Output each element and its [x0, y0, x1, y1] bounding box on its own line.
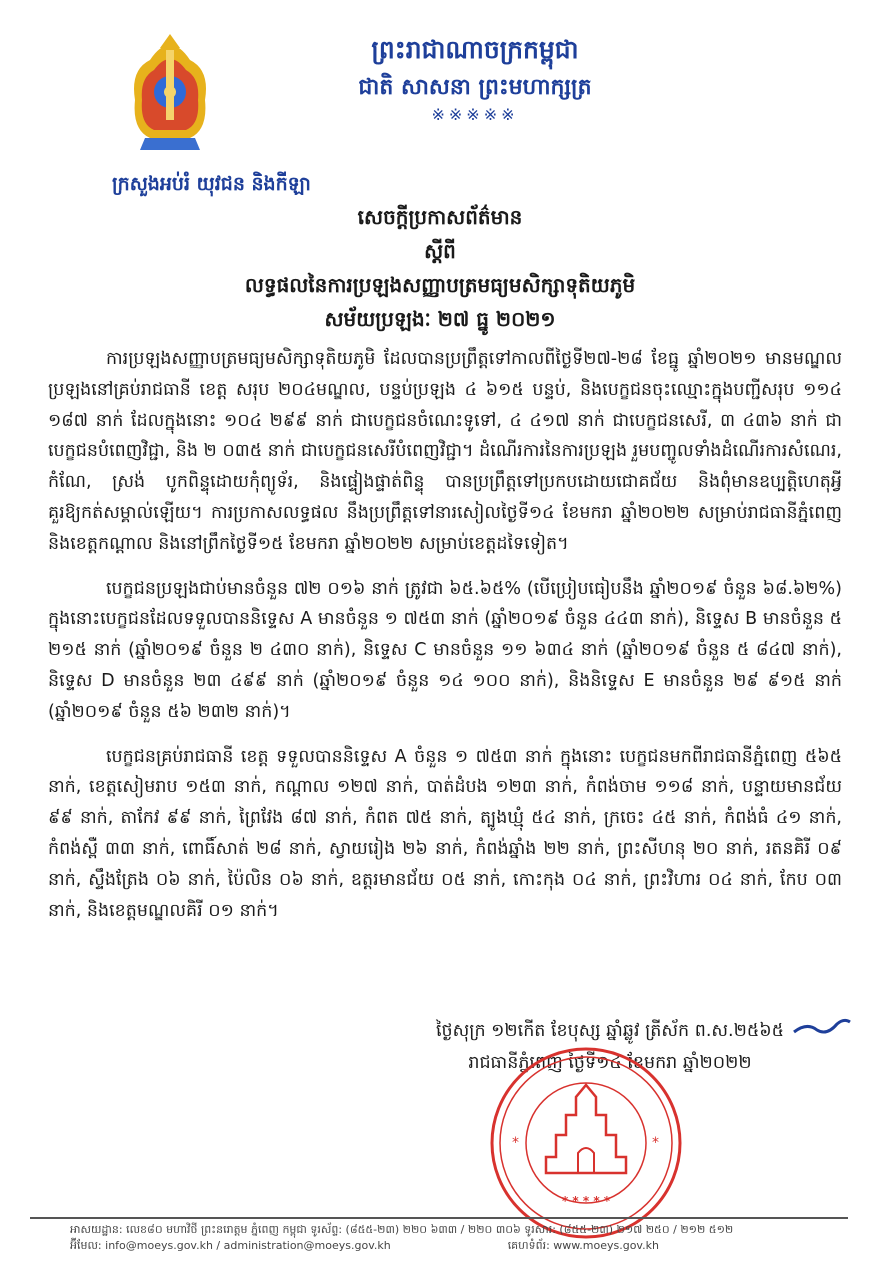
footer-website-link[interactable]: www.moeys.gov.kh [553, 1239, 659, 1252]
paragraph-exam-overview: ការប្រឡងសញ្ញាបត្រមធ្យមសិក្សាទុតិយភូមិ ដែលបានប្រព្រឹត្តទៅកាលពីថ្ងៃទី២៧-២៨ ខែធ្នូ ឆ្នាំ២០២១ មានមណ្ឌលប្រឡងនៅគ្រប់រាជធានី ខេត្ត សរុប ២០៤មណ្ឌល, បន្ទប់ប្រឡង ៤ ៦១៥ បន្ទប់, និងបេក្ខជនចុះឈ្មោះក្នុងបញ្ជីសរុប ១១៤ ១៨៧ នាក់ ដែលក្នុងនោះ ១០៤ ២៩៩ នាក់ ជាបេក្ខជនចំណេះទូទៅ, ៤ ៤១៧ នាក់ ជាបេក្ខជនសេរី, ៣ ៤៣៦ នាក់ ជាបេក្ខជនបំពេញវិជ្ជា, និង ២ ០៣៥ នាក់ ជាបេក្ខជនសេរីបំពេញវិជ្ជា។ ដំណើរការនៃការប្រឡង រួមបញ្ចូលទាំងដំណើរការសំណេរ, កំណែ, ស្រង់ បូកពិន្ទុដោយកុំព្យូទ័រ, និងផ្ទៀងផ្ទាត់ពិន្ទុ បានប្រព្រឹត្តទៅប្រកបដោយជោគជ័យ និងពុំមានឧប្បត្តិហេតុអ្វីគួរឱ្យកត់សម្គាល់ឡើយ។ ការប្រកាសលទ្ធផល នឹងប្រព្រឹត្តទៅនារសៀលថ្ងៃទី១៤ ខែមករា ឆ្នាំ២០២២ សម្រាប់រាជធានីភ្នំពេញ និងខេត្តកណ្តាល និងនៅព្រឹកថ្ងៃទី១៥ ខែមករា ឆ្នាំ២០២២ សម្រាប់ខេត្តដទៃទៀត។ [48, 349, 842, 554]
svg-text:*: * [512, 1135, 519, 1151]
official-seal-icon [488, 1045, 684, 1241]
footer-emails[interactable]: info@moeys.gov.kh / administration@moeys.gov.kh [105, 1239, 391, 1252]
paragraph-pass-results: បេក្ខជនប្រឡងជាប់មានចំនួន ៧២ ០១៦ នាក់ ត្រូវជា ៦៥.៦៥% (បើប្រៀបធៀបនឹង ឆ្នាំ២០១៩ ចំនួន ៦៨.៦២%) ក្នុងនោះបេក្ខជនដែលទទួលបាននិទ្ទេស A មានចំនួន ១ ៧៥៣ នាក់ (ឆ្នាំ២០១៩ ចំនួន ៤៤៣ នាក់), និទ្ទេស B មានចំនួន ៥ ២១៥ នាក់ (ឆ្នាំ២០១៩ ចំនួន ២ ៤៣០ នាក់), និទ្ទេស C មានចំនួន ១១ ៦៣៤ នាក់ (ឆ្នាំ២០១៩ ចំនួន ៥ ៨៤៧ នាក់), និទ្ទេស D មានចំនួន ២៣ ៤៩៩ នាក់ (ឆ្នាំ២០១៩ ចំនួន ១៤ ១០០ នាក់), និងនិទ្ទេស E មានចំនួន ២៩ ៩១៥ នាក់ (ឆ្នាំ២០១៩ ចំនួន ៥៦ ២៣២ នាក់)។ [48, 578, 842, 722]
header-ornament: ※※※※※ [431, 105, 519, 124]
title-line-3: លទ្ធផលនៃការប្រឡងសញ្ញាបត្រមធ្យមសិក្សាទុតិយភូមិ [244, 273, 636, 297]
footer-contacts [70, 1238, 850, 1254]
signature-icon [792, 1012, 852, 1042]
kingdom-name: ព្រះរាជាណាចក្រកម្ពុជា [371, 35, 579, 64]
footer [70, 1222, 850, 1254]
footer-web-label: គេហទំព័រ: [507, 1239, 550, 1252]
paragraph-grade-a-by-province: បេក្ខជនគ្រប់រាជធានី ខេត្ត ទទួលបាននិទ្ទេស A ចំនួន ១ ៧៥៣ នាក់ ក្នុងនោះ បេក្ខជនមកពីរាជធានីភ្នំពេញ ៥៦៥ នាក់, ខេត្តសៀមរាប ១៥៣ នាក់, កណ្តាល ១២៧ នាក់, បាត់ដំបង ១២៣ នាក់, កំពង់ចាម ១១៨ នាក់, បន្ទាយមានជ័យ ៩៩ នាក់, តាកែវ ៩៩ នាក់, ព្រៃវែង ៨៧ នាក់, កំពត ៧៥ នាក់, ត្បូងឃ្មុំ ៥៤ នាក់, ក្រចេះ ៤៥ នាក់, កំពង់ធំ ៤១ នាក់, កំពង់ស្ពឺ ៣៣ នាក់, ពោធិ៍សាត់ ២៨ នាក់, ស្វាយរៀង ២៦ នាក់, កំពង់ឆ្នាំង ២២ នាក់, ព្រះសីហនុ ២០ នាក់, រតនគិរី ០៩ នាក់, ស្ទឹងត្រែង ០៦ នាក់, ប៉ៃលិន ០៦ នាក់, ឧត្តរមានជ័យ ០៥ នាក់, កោះកុង ០៤ នាក់, ព្រះវិហារ ០៤ នាក់, កែប ០៣ នាក់, និងខេត្តមណ្ឌលគិរី ០១ នាក់។ [48, 746, 842, 921]
lunar-date: ថ្ងៃសុក្រ ១២កើត ខែបុស្ស ឆ្នាំឆ្លូវ ត្រីស័ក ព.ស.២៥៦៥ [435, 1021, 785, 1041]
title-line-2: ស្តីពី [424, 239, 456, 263]
solar-date: រាជធានីភ្នំពេញ ថ្ងៃទី១៤ ខែមករា ឆ្នាំ២០២២ [468, 1053, 752, 1073]
document-body [48, 344, 842, 940]
ministry-name: ក្រសួងអប់រំ យុវជន និងកីឡា [112, 173, 311, 195]
title-line-4: សម័យប្រឡងៈ ២៧ ធ្នូ ២០២១ [324, 307, 556, 331]
footer-divider [30, 1217, 848, 1219]
footer-email-label: អ៊ីមែល: [70, 1239, 102, 1252]
national-motto: ជាតិ សាសនា ព្រះមហាក្សត្រ [358, 74, 592, 100]
svg-text:* * * * *: * * * * * [561, 1194, 611, 1208]
kingdom-header [330, 30, 620, 126]
footer-address: អាសយដ្ឋាន: លេខ៨០ មហាវិថី ព្រះនរោត្តម ភ្នំពេញ កម្ពុជា ទូរស័ព្ទ: (៨៥៥-២៣) ២២០ ៦៣៣ / ២២០ ៣០៦ ទូរសារ: (៨៥៥-២៣) ២១៧ ២៥០ / ២១២ ៥១២ [70, 1223, 734, 1236]
svg-text:*: * [652, 1135, 659, 1151]
document-title-block [190, 200, 690, 336]
royal-emblem-icon [120, 30, 220, 160]
title-line-1: សេចក្តីប្រកាសព័ត៌មាន [357, 205, 523, 229]
